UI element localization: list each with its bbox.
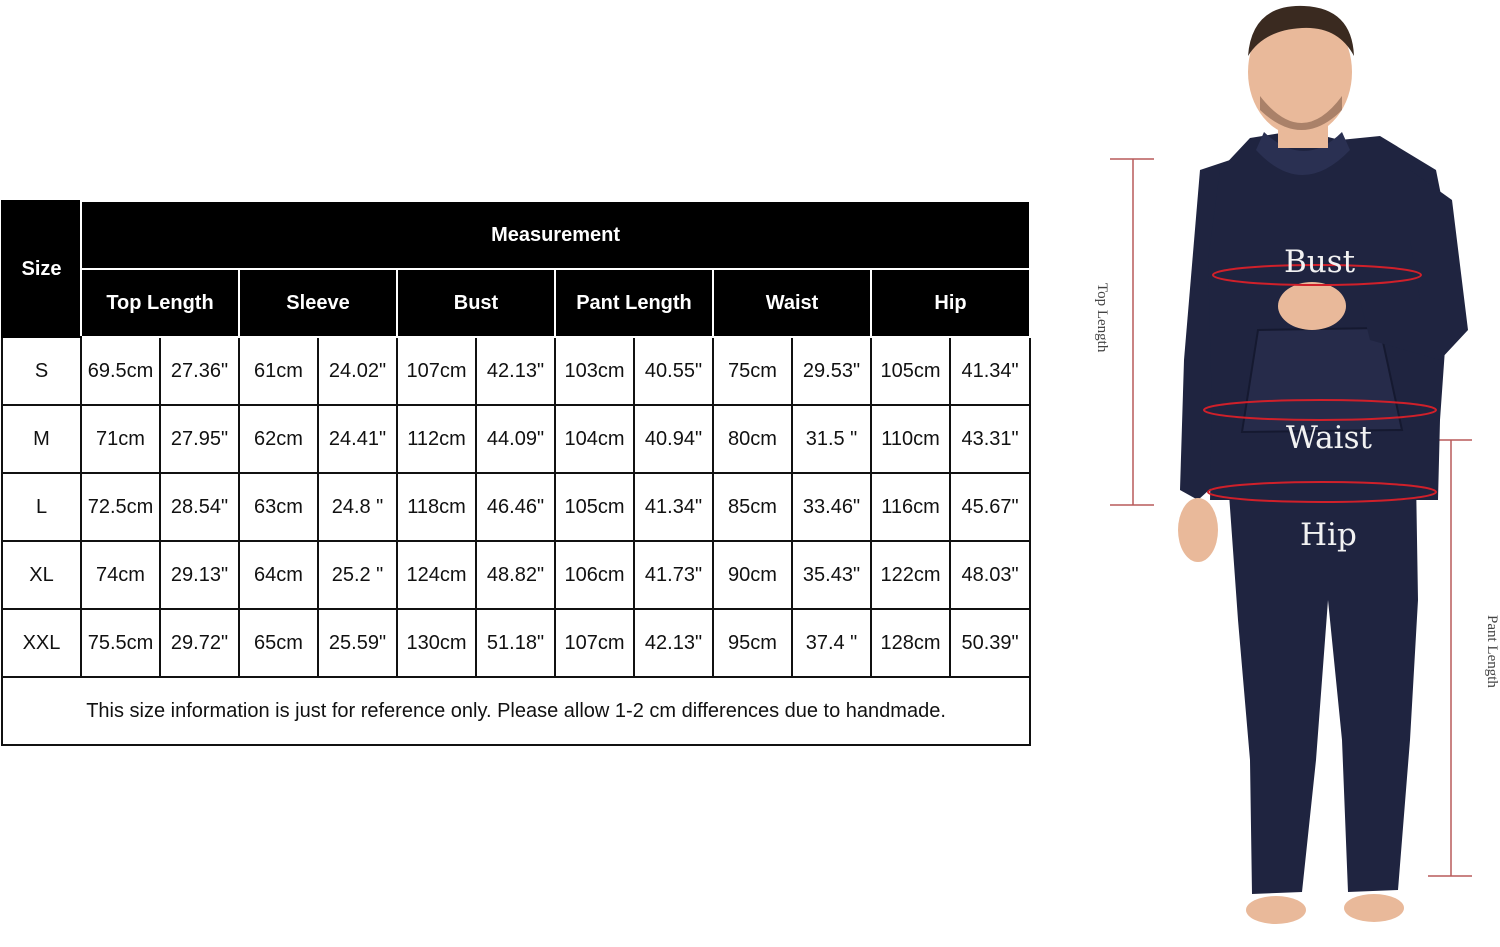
top-length-label: Top Length — [1094, 283, 1110, 353]
measurement-cell: 41.73" — [634, 541, 713, 609]
pant-length-guide — [1428, 440, 1472, 876]
measurement-cell: 72.5cm — [81, 473, 160, 541]
measurement-cell: 27.36" — [160, 337, 239, 405]
right-foot — [1344, 894, 1404, 922]
measurement-cell: 122cm — [871, 541, 950, 609]
measurement-cell: 41.34" — [950, 337, 1030, 405]
table-row — [2, 541, 1030, 609]
measurement-cell: 65cm — [239, 609, 318, 677]
measurement-cell: 31.5 " — [792, 405, 871, 473]
measurement-cell: 28.54" — [160, 473, 239, 541]
measurement-cell: 128cm — [871, 609, 950, 677]
measurement-cell: 24.8 " — [318, 473, 397, 541]
column-header-bust: Bust — [397, 269, 555, 337]
measurement-cell: 24.02" — [318, 337, 397, 405]
measurement-cell: 85cm — [713, 473, 792, 541]
measurement-cell: 107cm — [555, 609, 634, 677]
measurement-cell: 116cm — [871, 473, 950, 541]
measurement-cell: 105cm — [555, 473, 634, 541]
measurement-cell: 29.53" — [792, 337, 871, 405]
measurement-cell: 104cm — [555, 405, 634, 473]
measurement-cell: 48.03" — [950, 541, 1030, 609]
measurement-cell: 110cm — [871, 405, 950, 473]
size-cell: L — [2, 473, 81, 541]
measurement-cell: 42.13" — [634, 609, 713, 677]
measurement-cell: 27.95" — [160, 405, 239, 473]
measurement-cell: 29.13" — [160, 541, 239, 609]
measurement-cell: 124cm — [397, 541, 476, 609]
left-hand — [1178, 498, 1218, 562]
measurement-cell: 50.39" — [950, 609, 1030, 677]
measurement-cell: 75.5cm — [81, 609, 160, 677]
measurement-cell: 74cm — [81, 541, 160, 609]
left-foot — [1246, 896, 1306, 924]
measurement-cell: 62cm — [239, 405, 318, 473]
measurement-cell: 69.5cm — [81, 337, 160, 405]
column-header-sleeve: Sleeve — [239, 269, 397, 337]
measurement-cell: 130cm — [397, 609, 476, 677]
hip-label: Hip — [1300, 517, 1357, 553]
measurement-cell: 40.94" — [634, 405, 713, 473]
measurement-cell: 103cm — [555, 337, 634, 405]
measurement-cell: 105cm — [871, 337, 950, 405]
size-chart-table — [1, 200, 1031, 746]
model-illustration — [1080, 0, 1500, 942]
measurement-cell: 45.67" — [950, 473, 1030, 541]
right-hand — [1278, 282, 1346, 330]
measurement-cell: 24.41" — [318, 405, 397, 473]
column-header-waist: Waist — [713, 269, 871, 337]
measurement-cell: 63cm — [239, 473, 318, 541]
measurement-cell: 25.59" — [318, 609, 397, 677]
measurement-cell: 37.4 " — [792, 609, 871, 677]
measurement-cell: 80cm — [713, 405, 792, 473]
measurement-cell: 51.18" — [476, 609, 555, 677]
measurement-cell: 42.13" — [476, 337, 555, 405]
size-cell: S — [2, 337, 81, 405]
measurement-cell: 112cm — [397, 405, 476, 473]
reference-note: This size information is just for reference only. Please allow 1-2 cm differences due to handmade. — [2, 677, 1030, 745]
measurement-cell: 29.72" — [160, 609, 239, 677]
size-rows — [2, 337, 1030, 677]
measurement-cell: 95cm — [713, 609, 792, 677]
column-header-hip: Hip — [871, 269, 1030, 337]
pant-length-label: Pant Length — [1484, 615, 1500, 688]
measurement-cell: 40.55" — [634, 337, 713, 405]
measurement-cell: 46.46" — [476, 473, 555, 541]
measurement-cell: 90cm — [713, 541, 792, 609]
bust-label: Bust — [1284, 244, 1356, 280]
size-cell: XXL — [2, 609, 81, 677]
waist-label: Waist — [1286, 420, 1372, 456]
table-row — [2, 405, 1030, 473]
size-cell: XL — [2, 541, 81, 609]
measurement-header: Measurement — [81, 201, 1030, 269]
model-figure — [1080, 0, 1500, 942]
measurement-cell: 64cm — [239, 541, 318, 609]
measurement-cell: 44.09" — [476, 405, 555, 473]
measurement-cell: 106cm — [555, 541, 634, 609]
column-header-pant-length: Pant Length — [555, 269, 713, 337]
measurement-cell: 35.43" — [792, 541, 871, 609]
measurement-cell: 118cm — [397, 473, 476, 541]
table-row — [2, 609, 1030, 677]
measurement-cell: 33.46" — [792, 473, 871, 541]
size-cell: M — [2, 405, 81, 473]
measurement-cell: 48.82" — [476, 541, 555, 609]
measurement-cell: 107cm — [397, 337, 476, 405]
column-header-top-length: Top Length — [81, 269, 239, 337]
top-length-guide — [1110, 159, 1154, 505]
table-row — [2, 473, 1030, 541]
measurement-cell: 43.31" — [950, 405, 1030, 473]
measurement-cell: 25.2 " — [318, 541, 397, 609]
measurement-cell: 71cm — [81, 405, 160, 473]
measurement-cell: 61cm — [239, 337, 318, 405]
kangaroo-pocket — [1242, 328, 1402, 432]
size-column-header: Size — [2, 201, 81, 337]
table-row — [2, 337, 1030, 405]
measurement-cell: 75cm — [713, 337, 792, 405]
measurement-cell: 41.34" — [634, 473, 713, 541]
